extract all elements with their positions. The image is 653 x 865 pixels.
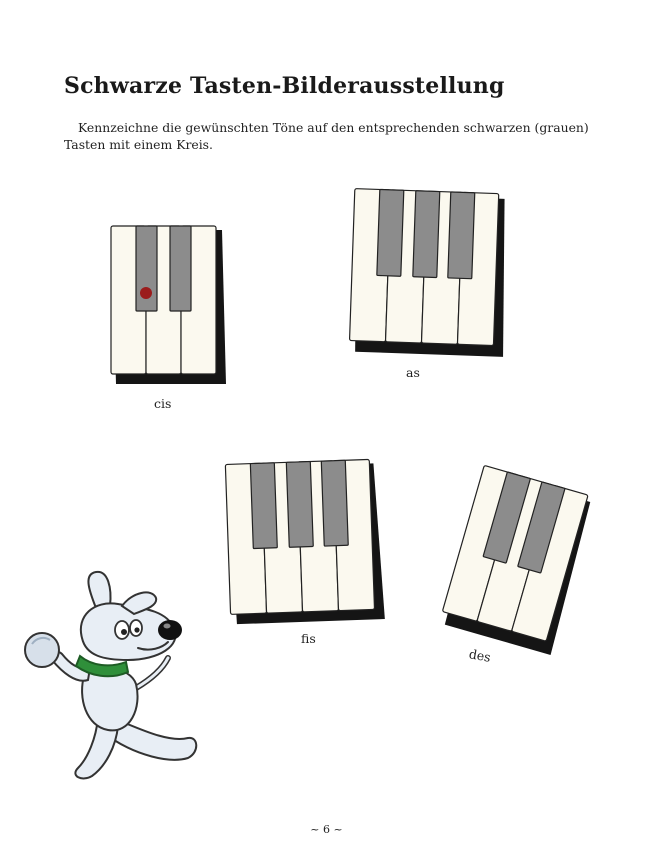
piano-keyboard-as: [342, 186, 517, 361]
black-key[interactable]: [250, 463, 277, 549]
black-key[interactable]: [170, 226, 191, 311]
dog-mascot-illustration: [18, 568, 218, 783]
page-number: ~ 6 ~: [310, 823, 343, 836]
dog-nose: [158, 620, 182, 640]
marked-dot: [140, 287, 152, 299]
black-key[interactable]: [286, 462, 313, 548]
piano-keyboard-fis: [218, 454, 393, 629]
note-label-des: des: [467, 646, 492, 665]
black-key[interactable]: [413, 191, 440, 278]
note-label-cis: cis: [154, 396, 172, 411]
black-key[interactable]: [377, 189, 404, 276]
note-label-fis: fis: [301, 631, 316, 646]
black-key[interactable]: [321, 460, 348, 546]
instruction-text: Kennzeichne die gewünschten Töne auf den entsprechenden schwarzen (grauen) Tasten mit einem Kreis.: [64, 120, 589, 153]
piano-keyboard-des: [430, 462, 600, 662]
page-title: Schwarze Tasten-Bilderausstellung: [64, 72, 505, 99]
piano-keyboard-cis: [104, 220, 234, 390]
black-key[interactable]: [448, 192, 475, 279]
note-label-as: as: [406, 365, 420, 380]
